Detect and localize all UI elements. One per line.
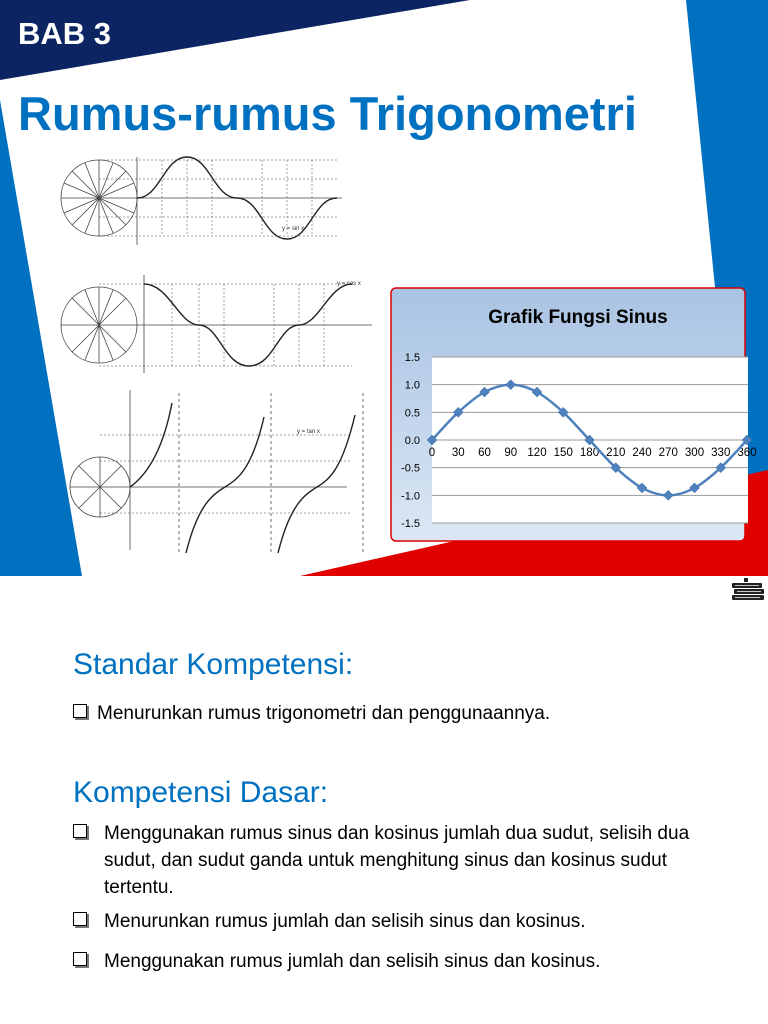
- list-item: [73, 908, 723, 935]
- chapter-label: BAB 3: [18, 16, 112, 51]
- tangent-graph: [70, 390, 363, 553]
- y-tick-label: 0.0: [404, 435, 420, 447]
- checkbox-bullet-icon: [73, 952, 87, 966]
- trig-graphs-illustration: [52, 135, 392, 555]
- checkbox-bullet-icon: [73, 912, 87, 926]
- standard-heading: Standar Kompetensi:: [73, 648, 354, 681]
- checkbox-bullet-icon: [73, 824, 87, 838]
- x-tick-label: 330: [711, 447, 731, 459]
- x-tick-label: 60: [478, 447, 491, 459]
- x-tick-label: 30: [451, 447, 465, 459]
- list-item: [73, 948, 723, 975]
- page-title: Rumus-rumus Trigonometri: [18, 87, 637, 140]
- y-tick-label: -1.0: [401, 490, 420, 503]
- x-tick-label: 210: [606, 447, 626, 459]
- tangent-caption: y = tan x: [297, 429, 320, 435]
- x-tick-label: 240: [632, 447, 652, 459]
- x-tick-label: 360: [737, 447, 757, 459]
- sine-caption: y = sin x: [282, 226, 305, 232]
- sine-chart: [390, 287, 757, 542]
- cosine-caption: y = cos x: [337, 281, 361, 287]
- list-item: [73, 700, 733, 727]
- cosine-graph: [61, 275, 372, 373]
- list-item: [73, 820, 723, 901]
- books-stack-icon: [730, 577, 766, 603]
- list-item-text: Menurunkan rumus jumlah dan selisih sinus dan kosinus.: [104, 911, 586, 932]
- y-tick-label: -1.5: [401, 518, 420, 530]
- x-tick-label: 90: [504, 447, 518, 459]
- y-tick-label: 1.0: [404, 379, 420, 392]
- x-tick-label: 300: [684, 447, 705, 459]
- x-tick-label: 270: [658, 447, 678, 459]
- list-item-text: Menurunkan rumus trigonometri dan penggunaannya.: [97, 703, 551, 724]
- x-tick-label: 180: [579, 447, 600, 459]
- y-tick-label: 1.5: [404, 352, 420, 364]
- x-tick-label: 120: [527, 447, 547, 459]
- list-item-text: Menggunakan rumus sinus dan kosinus jumlah dua sudut, selisih dua sudut, dan sudut ganda untuk menghitung sinus dan kosinus sudut tertentu.: [104, 823, 690, 898]
- list-item-text: Menggunakan rumus jumlah dan selisih sinus dan kosinus.: [104, 951, 601, 972]
- x-tick-label: 150: [553, 447, 573, 459]
- checkbox-bullet-icon: [73, 704, 87, 718]
- chart-title: Grafik Fungsi Sinus: [488, 307, 668, 328]
- y-tick-label: -0.5: [401, 462, 420, 475]
- basic-heading: Kompetensi Dasar:: [73, 776, 329, 809]
- x-tick-label: 0: [428, 447, 436, 459]
- y-tick-label: 0.5: [404, 407, 420, 420]
